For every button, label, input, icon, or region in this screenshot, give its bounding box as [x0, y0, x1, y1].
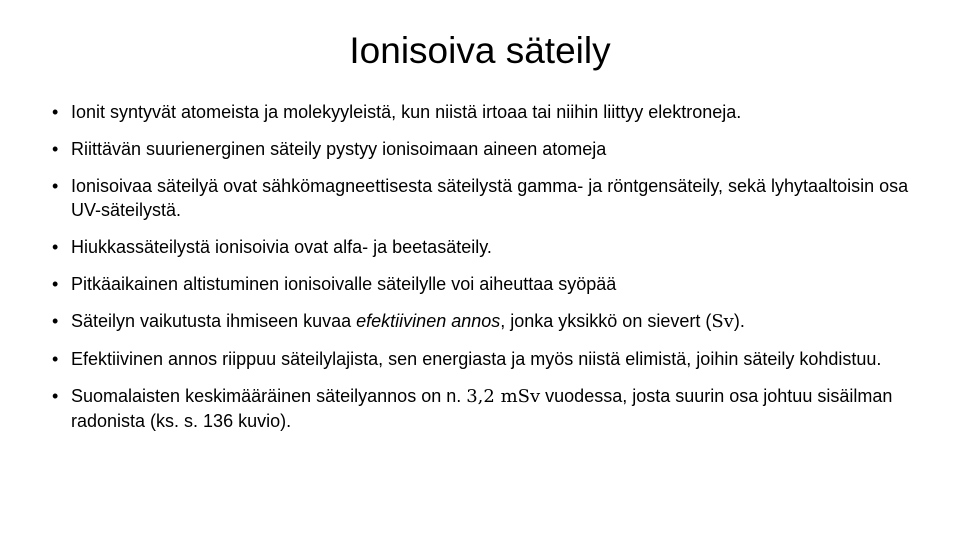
- bullet-text: Pitkäaikainen altistuminen ionisoivalle säteilylle voi aiheuttaa syöpää: [71, 274, 617, 294]
- unit-symbol: Sv: [711, 311, 734, 332]
- bullet-text: Ionisoivaa säteilyä ovat sähkömagneettisesta säteilystä gamma- ja röntgensäteily, sekä lyhytaaltoisin osa UV-säteilystä.: [71, 176, 909, 220]
- bullet-item: [52, 272, 922, 296]
- bullet-text-part: Suomalaisten keskimääräinen säteilyannos on n.: [71, 386, 467, 406]
- bullet-text: [71, 386, 892, 431]
- bullet-item: [52, 174, 922, 222]
- dose-value: 3,2 mSv: [466, 386, 541, 407]
- bullet-marker: •: [52, 349, 59, 369]
- bullet-text-part: ).: [733, 311, 745, 331]
- bullet-marker: •: [52, 237, 59, 257]
- bullet-text: Ionit syntyvät atomeista ja molekyyleistä, kun niistä irtoaa tai niihin liittyy elektroneja.: [71, 102, 742, 122]
- bullet-text: Efektiivinen annos riippuu säteilylajista, sen energiasta ja myös niistä elimistä, joihin säteily kohdistuu.: [71, 349, 882, 369]
- bullet-item: [52, 100, 922, 124]
- emphasized-term: efektiivinen annos: [356, 311, 501, 331]
- bullet-marker: •: [52, 311, 59, 331]
- bullet-text-part: vuodessa, josta suurin osa johtuu sisäilman radonista (ks. s. 136 kuvio).: [71, 386, 893, 431]
- bullet-marker: •: [52, 386, 59, 406]
- bullet-text: Hiukkassäteilystä ionisoivia ovat alfa- ja beetasäteily.: [71, 237, 492, 257]
- bullet-marker: •: [52, 102, 59, 122]
- bullet-text-part: Säteilyn vaikutusta ihmiseen kuvaa: [71, 311, 357, 331]
- bullet-item: [52, 235, 922, 259]
- bullet-item: [52, 309, 922, 334]
- bullet-marker: •: [52, 176, 59, 196]
- bullet-item: [52, 347, 922, 371]
- bullet-item: [52, 137, 922, 161]
- bullet-text: [71, 311, 745, 331]
- bullet-text: Riittävän suurienerginen säteily pystyy ionisoimaan aineen atomeja: [71, 139, 607, 159]
- bullet-item: [52, 384, 922, 433]
- bullet-text-part: , jonka yksikkö on sievert (: [500, 311, 712, 331]
- bullet-marker: •: [52, 274, 59, 294]
- bullet-marker: •: [52, 139, 59, 159]
- bullet-list: [52, 100, 922, 446]
- slide-title: Ionisoiva säteily: [349, 30, 611, 71]
